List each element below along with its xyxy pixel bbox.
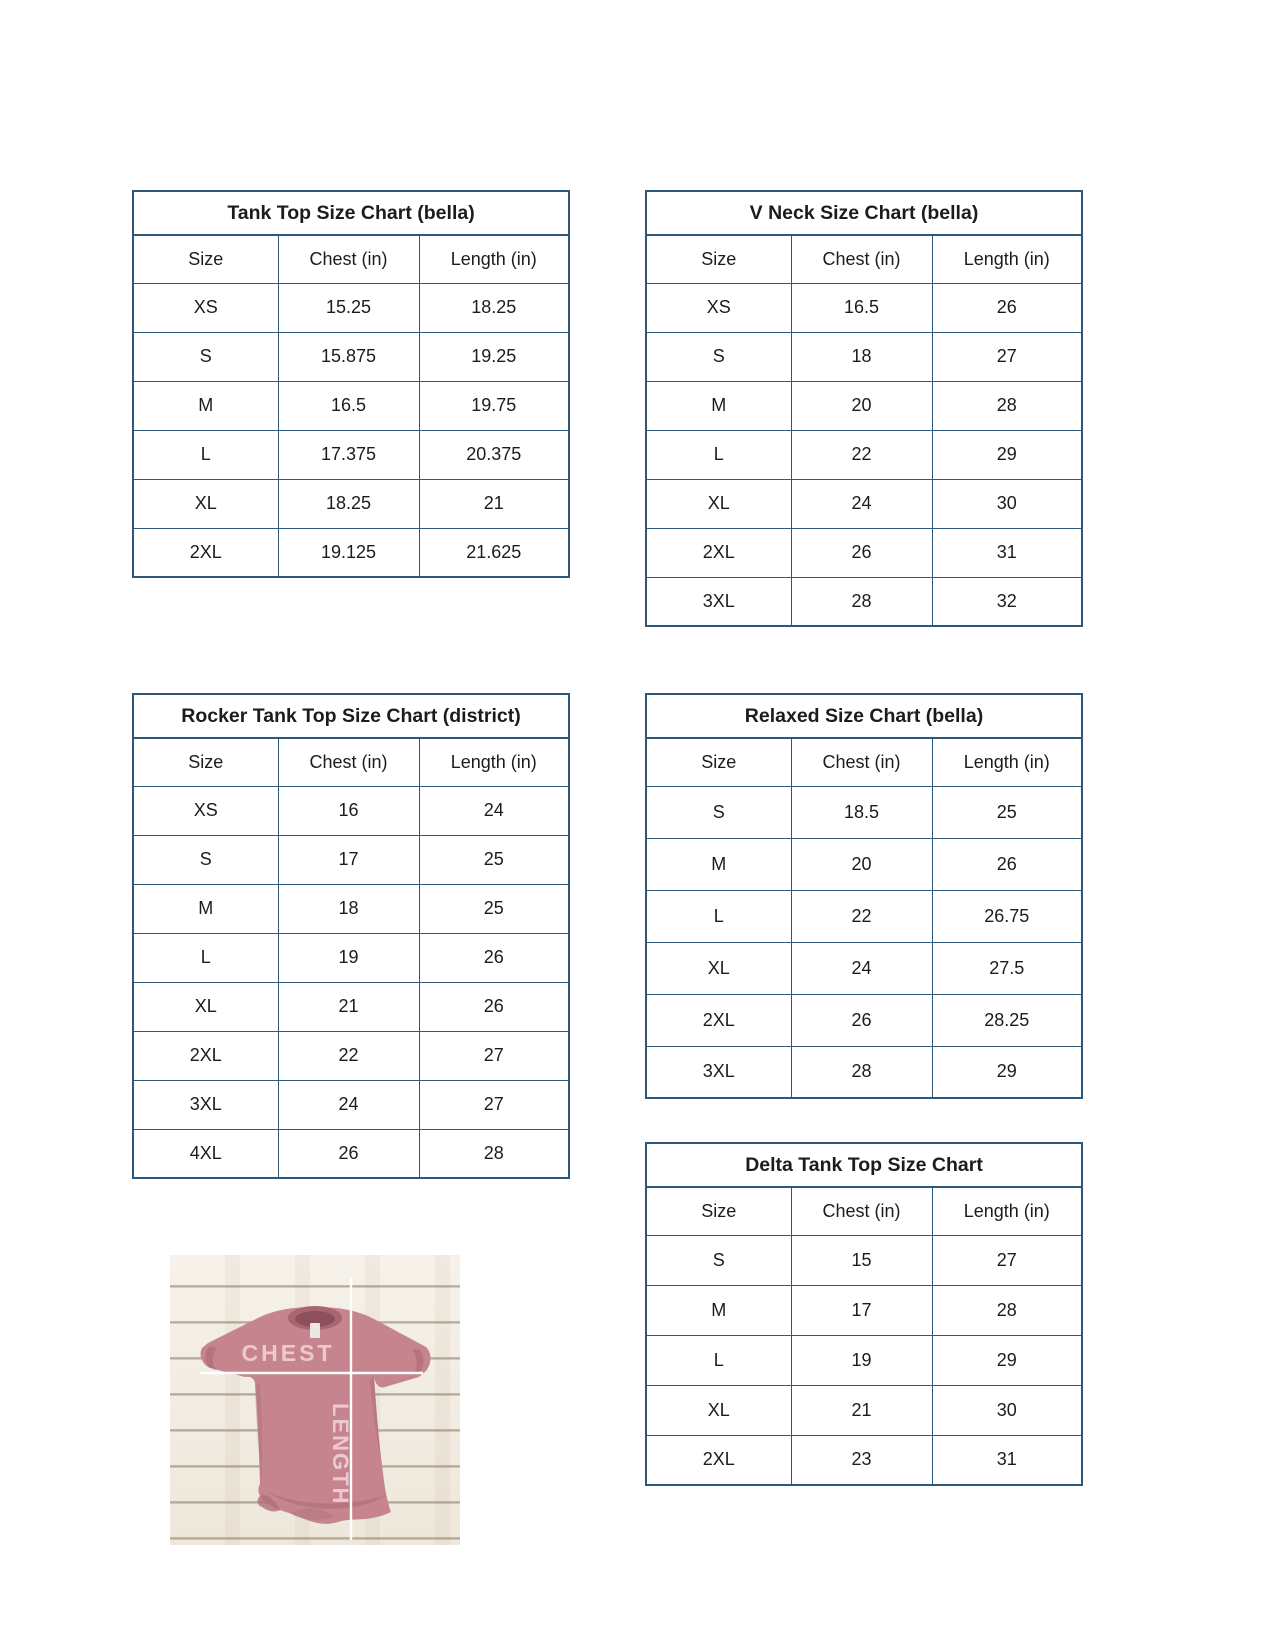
table-row: [133, 1080, 569, 1129]
length-cell: 26: [419, 933, 569, 982]
chest-cell: 22: [791, 890, 932, 942]
size-cell: L: [133, 430, 278, 479]
size-cell: 2XL: [646, 994, 791, 1046]
chest-cell: 17.375: [278, 430, 419, 479]
chest-cell: 23: [791, 1435, 932, 1485]
size-cell: S: [646, 332, 791, 381]
chest-label: CHEST: [241, 1340, 335, 1366]
table-row: [646, 479, 1082, 528]
table-row: [133, 479, 569, 528]
length-cell: 28: [932, 381, 1082, 430]
column-header: Chest (in): [791, 1187, 932, 1235]
size-cell: 4XL: [133, 1129, 278, 1178]
chest-cell: 17: [791, 1285, 932, 1335]
chest-cell: 24: [278, 1080, 419, 1129]
column-header: Length (in): [932, 235, 1082, 283]
table-row: [133, 1031, 569, 1080]
table-row: [646, 994, 1082, 1046]
table-row: [133, 933, 569, 982]
length-cell: 19.25: [419, 332, 569, 381]
size-cell: L: [646, 430, 791, 479]
length-cell: 27: [932, 332, 1082, 381]
tshirt-measurement-photo: [170, 1255, 460, 1545]
size-cell: XL: [133, 982, 278, 1031]
size-cell: 3XL: [133, 1080, 278, 1129]
length-cell: 30: [932, 479, 1082, 528]
table-row: [133, 430, 569, 479]
chest-cell: 20: [791, 381, 932, 430]
table-row: [646, 942, 1082, 994]
chest-cell: 20: [791, 838, 932, 890]
length-cell: 28: [932, 1285, 1082, 1335]
size-cell: S: [133, 332, 278, 381]
length-cell: 19.75: [419, 381, 569, 430]
size-cell: 3XL: [646, 577, 791, 626]
table-row: [133, 1129, 569, 1178]
length-label: LENGTH: [328, 1403, 353, 1506]
table-title: Tank Top Size Chart (bella): [133, 191, 569, 235]
table-row: [133, 381, 569, 430]
chest-cell: 18.25: [278, 479, 419, 528]
size-cell: 2XL: [133, 528, 278, 577]
table-row: [133, 528, 569, 577]
chest-cell: 22: [791, 430, 932, 479]
table-title: V Neck Size Chart (bella): [646, 191, 1082, 235]
column-header: Length (in): [419, 235, 569, 283]
chest-cell: 17: [278, 835, 419, 884]
size-chart-table-rocker-tank-top: [132, 693, 570, 1179]
length-cell: 27.5: [932, 942, 1082, 994]
length-cell: 31: [932, 528, 1082, 577]
table-row: [133, 835, 569, 884]
size-cell: XS: [646, 283, 791, 332]
column-header: Chest (in): [791, 738, 932, 786]
length-cell: 20.375: [419, 430, 569, 479]
table-title: Rocker Tank Top Size Chart (district): [133, 694, 569, 738]
size-cell: L: [133, 933, 278, 982]
size-chart-table-tank-top: [132, 190, 570, 578]
size-chart-v-neck: [645, 190, 1083, 627]
size-cell: M: [133, 884, 278, 933]
size-cell: M: [133, 381, 278, 430]
column-header: Chest (in): [278, 235, 419, 283]
length-cell: 29: [932, 1046, 1082, 1098]
size-cell: L: [646, 1335, 791, 1385]
size-cell: M: [646, 1285, 791, 1335]
neck-tag: [310, 1323, 320, 1338]
length-cell: 29: [932, 430, 1082, 479]
size-cell: S: [133, 835, 278, 884]
size-cell: M: [646, 381, 791, 430]
size-cell: 2XL: [133, 1031, 278, 1080]
length-cell: 25: [419, 835, 569, 884]
chest-cell: 19.125: [278, 528, 419, 577]
table-row: [646, 838, 1082, 890]
table-title: Delta Tank Top Size Chart: [646, 1143, 1082, 1187]
column-header: Length (in): [932, 738, 1082, 786]
table-row: [646, 1335, 1082, 1385]
chest-cell: 18: [278, 884, 419, 933]
length-cell: 18.25: [419, 283, 569, 332]
length-cell: 31: [932, 1435, 1082, 1485]
size-cell: M: [646, 838, 791, 890]
table-row: [646, 1435, 1082, 1485]
chest-cell: 28: [791, 577, 932, 626]
size-chart-table-delta-tank-top: [645, 1142, 1083, 1486]
table-row: [646, 528, 1082, 577]
table-row: [646, 332, 1082, 381]
column-header: Length (in): [419, 738, 569, 786]
table-row: [646, 577, 1082, 626]
length-cell: 26.75: [932, 890, 1082, 942]
length-cell: 27: [932, 1235, 1082, 1285]
size-cell: L: [646, 890, 791, 942]
table-row: [133, 982, 569, 1031]
column-header: Size: [133, 738, 278, 786]
length-cell: 21: [419, 479, 569, 528]
size-cell: 2XL: [646, 1435, 791, 1485]
column-header: Size: [646, 738, 791, 786]
column-header: Chest (in): [791, 235, 932, 283]
size-cell: XL: [646, 1385, 791, 1435]
table-row: [646, 283, 1082, 332]
chest-cell: 16.5: [278, 381, 419, 430]
chest-cell: 22: [278, 1031, 419, 1080]
length-cell: 29: [932, 1335, 1082, 1385]
size-chart-table-relaxed: [645, 693, 1083, 1099]
size-cell: XS: [133, 283, 278, 332]
table-row: [133, 332, 569, 381]
table-row: [646, 1235, 1082, 1285]
size-cell: XL: [646, 479, 791, 528]
column-header: Size: [133, 235, 278, 283]
size-cell: XL: [133, 479, 278, 528]
chest-cell: 26: [278, 1129, 419, 1178]
size-cell: 3XL: [646, 1046, 791, 1098]
length-cell: 25: [932, 786, 1082, 838]
length-cell: 30: [932, 1385, 1082, 1435]
table-title: Relaxed Size Chart (bella): [646, 694, 1082, 738]
length-cell: 25: [419, 884, 569, 933]
size-cell: S: [646, 786, 791, 838]
length-cell: 28: [419, 1129, 569, 1178]
table-row: [133, 786, 569, 835]
length-cell: 24: [419, 786, 569, 835]
chest-cell: 15: [791, 1235, 932, 1285]
size-cell: 2XL: [646, 528, 791, 577]
length-cell: 21.625: [419, 528, 569, 577]
chest-cell: 28: [791, 1046, 932, 1098]
size-chart-table-v-neck: [645, 190, 1083, 627]
column-header: Size: [646, 1187, 791, 1235]
column-header: Chest (in): [278, 738, 419, 786]
chest-cell: 18.5: [791, 786, 932, 838]
chest-cell: 15.875: [278, 332, 419, 381]
size-cell: XS: [133, 786, 278, 835]
length-cell: 27: [419, 1031, 569, 1080]
size-chart-tank-top: [132, 190, 570, 578]
chest-cell: 19: [791, 1335, 932, 1385]
size-chart-rocker-tank-top: [132, 693, 570, 1179]
chest-cell: 21: [791, 1385, 932, 1435]
column-header: Size: [646, 235, 791, 283]
chest-cell: 26: [791, 528, 932, 577]
table-row: [133, 283, 569, 332]
size-cell: S: [646, 1235, 791, 1285]
length-cell: 26: [932, 838, 1082, 890]
table-row: [646, 890, 1082, 942]
chest-cell: 21: [278, 982, 419, 1031]
table-row: [646, 1385, 1082, 1435]
table-row: [646, 430, 1082, 479]
tshirt-graphic: [170, 1255, 460, 1545]
size-chart-relaxed: [645, 693, 1083, 1099]
chest-cell: 15.25: [278, 283, 419, 332]
length-cell: 26: [932, 283, 1082, 332]
table-row: [646, 381, 1082, 430]
table-row: [133, 884, 569, 933]
length-cell: 27: [419, 1080, 569, 1129]
table-row: [646, 786, 1082, 838]
table-row: [646, 1285, 1082, 1335]
table-row: [646, 1046, 1082, 1098]
chest-cell: 24: [791, 479, 932, 528]
chest-cell: 24: [791, 942, 932, 994]
length-cell: 28.25: [932, 994, 1082, 1046]
chest-cell: 16.5: [791, 283, 932, 332]
length-cell: 32: [932, 577, 1082, 626]
chest-cell: 26: [791, 994, 932, 1046]
column-header: Length (in): [932, 1187, 1082, 1235]
size-chart-delta-tank-top: [645, 1142, 1083, 1486]
size-cell: XL: [646, 942, 791, 994]
length-cell: 26: [419, 982, 569, 1031]
chest-cell: 18: [791, 332, 932, 381]
chest-cell: 19: [278, 933, 419, 982]
chest-cell: 16: [278, 786, 419, 835]
